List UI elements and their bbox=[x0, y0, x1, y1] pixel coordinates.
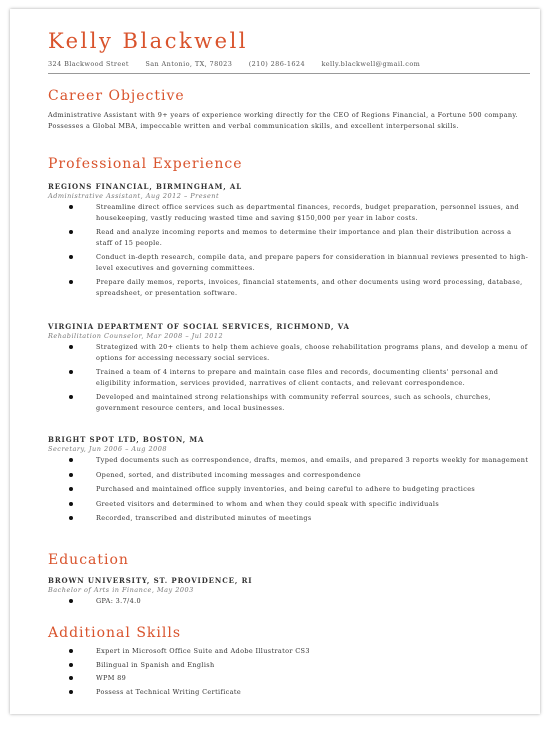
list-item: WPM 89 bbox=[48, 673, 530, 684]
bullet-icon bbox=[69, 516, 73, 520]
list-item: Trained a team of 4 interns to prepare and maintain case files and records, documenting clients' personal and eligibility information, services provided, narratives of client contacts, and relevant correspondence. bbox=[48, 367, 530, 388]
education-bullets bbox=[48, 596, 530, 607]
list-item: Developed and maintained strong relationships with community referral sources, such as schools, churches, government resource centers, and local businesses. bbox=[48, 392, 530, 413]
bullet-icon bbox=[69, 458, 73, 462]
bullet-icon bbox=[69, 676, 73, 680]
job-company: VIRGINIA DEPARTMENT OF SOCIAL SERVICES, RICHMOND, VA bbox=[48, 322, 350, 331]
section-title-objective: Career Objective bbox=[48, 88, 185, 104]
contact-line bbox=[48, 60, 434, 68]
address: 324 Blackwood Street bbox=[48, 60, 129, 68]
bullet-icon bbox=[69, 230, 73, 234]
bullet-icon bbox=[69, 370, 73, 374]
bullet-icon bbox=[69, 487, 73, 491]
objective-text: Administrative Assistant with 9+ years of experience working directly for the CEO of Regions Financial, a Fortune 500 company. Possesses a Global MBA, impeccable written and verbal communication skills, and excellent interpersonal skills. bbox=[48, 111, 518, 130]
job-bullets bbox=[48, 455, 530, 524]
bullet-icon bbox=[69, 599, 73, 603]
education-section bbox=[48, 552, 530, 611]
job-role: Rehabilitation Counselor, Mar 2008 – Jul 2012 bbox=[48, 332, 224, 340]
bullet-icon bbox=[69, 663, 73, 667]
job-bullets bbox=[48, 342, 530, 413]
bullet-icon bbox=[69, 690, 73, 694]
candidate-name: Kelly Blackwell bbox=[48, 29, 249, 53]
skills-bullets bbox=[48, 646, 530, 697]
list-item: Read and analyze incoming reports and memos to determine their importance and plan their distribution across a staff of 15 people. bbox=[48, 227, 530, 248]
list-item: Typed documents such as correspondence, drafts, memos, and emails, and prepared 3 reports weekly for management bbox=[48, 455, 530, 466]
skills-section bbox=[48, 625, 530, 700]
list-item: Recorded, transcribed and distributed minutes of meetings bbox=[48, 513, 530, 524]
list-item: Possess at Technical Writing Certificate bbox=[48, 687, 530, 698]
degree: Bachelor of Arts in Finance, May 2003 bbox=[48, 586, 194, 594]
objective-section bbox=[48, 88, 530, 131]
bullet-icon bbox=[69, 649, 73, 653]
list-item: Greeted visitors and determined to whom and when they could speak with specific individuals bbox=[48, 499, 530, 510]
list-item: Conduct in-depth research, compile data, and prepare papers for consideration in biannual reviews presented to high-level executives and governing committees. bbox=[48, 252, 530, 273]
job-role: Administrative Assistant, Aug 2012 – Present bbox=[48, 192, 220, 200]
phone: (210) 286-1624 bbox=[248, 60, 305, 68]
job-company: REGIONS FINANCIAL, BIRMINGHAM, AL bbox=[48, 182, 243, 191]
list-item: Prepare daily memos, reports, invoices, financial statements, and other documents using word processing, database, spreadsheet, or presentation software. bbox=[48, 277, 530, 298]
section-title-education: Education bbox=[48, 552, 129, 568]
section-title-skills: Additional Skills bbox=[48, 625, 182, 641]
bullet-icon bbox=[69, 205, 73, 209]
job-bullets bbox=[48, 202, 530, 298]
list-item: Strategized with 20+ clients to help them achieve goals, choose rehabilitation programs plans, and develop a menu of options for accessing necessary social services. bbox=[48, 342, 530, 363]
email: kelly.blackwell@gmail.com bbox=[321, 60, 421, 68]
header-divider bbox=[48, 73, 530, 74]
job-entry bbox=[48, 435, 530, 528]
job-company: BRIGHT SPOT LTD, BOSTON, MA bbox=[48, 435, 205, 444]
bullet-icon bbox=[69, 502, 73, 506]
bullet-icon bbox=[69, 473, 73, 477]
bullet-icon bbox=[69, 255, 73, 259]
resume-page bbox=[10, 9, 540, 714]
list-item: GPA: 3.7/4.0 bbox=[48, 596, 530, 607]
job-entry bbox=[48, 322, 530, 417]
list-item: Expert in Microsoft Office Suite and Adobe Illustrator CS3 bbox=[48, 646, 530, 657]
list-item: Bilingual in Spanish and English bbox=[48, 660, 530, 671]
job-role: Secretary, Jun 2006 – Aug 2008 bbox=[48, 445, 168, 453]
list-item: Purchased and maintained office supply inventories, and being careful to adhere to budgeting practices bbox=[48, 484, 530, 495]
experience-section bbox=[48, 156, 530, 172]
school-name: BROWN UNIVERSITY, ST. PROVIDENCE, RI bbox=[48, 576, 253, 585]
bullet-icon bbox=[69, 280, 73, 284]
city: San Antonio, TX, 78023 bbox=[145, 60, 233, 68]
job-entry bbox=[48, 182, 530, 302]
section-title-experience: Professional Experience bbox=[48, 156, 243, 172]
bullet-icon bbox=[69, 345, 73, 349]
list-item: Opened, sorted, and distributed incoming messages and correspondence bbox=[48, 470, 530, 481]
list-item: Streamline direct office services such as departmental finances, records, budget preparation, personnel issues, and housekeeping, vastly reducing wasted time and saving $150,000 per year in labor costs. bbox=[48, 202, 530, 223]
bullet-icon bbox=[69, 395, 73, 399]
